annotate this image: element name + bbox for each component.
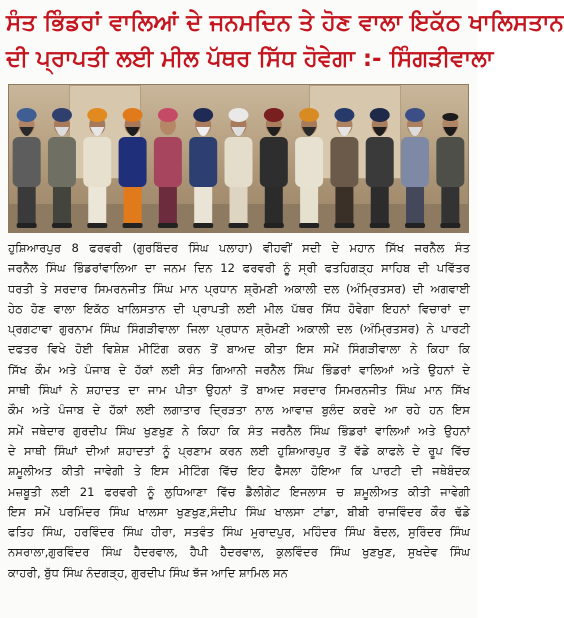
person-legs xyxy=(441,181,459,225)
article-line: ਜਰਨੈਲ ਸਿੰਘ ਭਿੰਡਰਾਂਵਾਲਿਆ ਦਾ ਜਨਮ ਦਿਨ 12 ਫਰਵਰੀ ਨੂੰ ਸ੍ਰੀ ਫਤਹਿਗੜ੍ਹ ਸਾਹਿਬ ਦੀ ਪਵਿੱਤਰ xyxy=(8,261,470,276)
person-beard xyxy=(443,127,457,136)
person-shoes xyxy=(440,223,460,228)
person-beard xyxy=(302,127,316,136)
person-beard xyxy=(232,127,246,136)
person-turban xyxy=(123,108,143,122)
person-shoes xyxy=(87,223,107,228)
person-turban xyxy=(52,108,72,122)
person-shoes xyxy=(52,223,72,228)
person-legs xyxy=(371,181,389,225)
person-torso xyxy=(260,137,288,187)
person-torso xyxy=(330,137,358,187)
person-torso xyxy=(366,137,394,187)
person-shoes xyxy=(193,223,213,228)
person-shoes xyxy=(370,223,390,228)
person-figure xyxy=(366,108,394,228)
people-group-illustration xyxy=(9,85,468,232)
article-line: ਹੁਸ਼ਿਆਰਪੁਰ 8 ਫਰਵਰੀ (ਗੁਰਬਿੰਦਰ ਸਿੰਘ ਪਲਾਹਾ) ਵੀਹਵੀਂ ਸਦੀ ਦੇ ਮਹਾਨ ਸਿੱਖ ਜਰਨੈਲ ਸੰਤ xyxy=(8,241,470,255)
person-beard xyxy=(408,127,422,136)
person-legs xyxy=(265,181,283,225)
person-turban xyxy=(334,108,354,122)
person-legs xyxy=(53,181,71,225)
article-line: ਦਫਤਰ ਵਿਖੇ ਹੋਈ ਵਿਸ਼ੇਸ਼ ਮੀਟਿੰਗ ਕਰਨ ਤੋਂ ਬਾਅਦ ਕੀਤਾ ਇਸ ਸਮੇਂ ਸਿੰਗੜੀਵਾਲਾ ਨੇ ਕਿਹਾ ਕਿ xyxy=(8,342,470,357)
person-figure xyxy=(48,108,76,228)
person-shoes xyxy=(229,223,249,228)
person-figure xyxy=(260,108,288,228)
person-shoes xyxy=(17,223,37,228)
article-line: ਫਤਿਹ ਸਿੰਘ, ਹਰਵਿੰਦਰ ਸਿੰਘ ਹੀਰਾ, ਸਤਵੰਤ ਸਿੰਘ ਮੁਰਾਦਪੁਰ, ਮਹਿੰਦਰ ਸਿੰਘ ਬੋਦਲ, ਸੁਰਿੰਦਰ ਸਿੰਘ xyxy=(8,525,470,540)
person-torso xyxy=(401,137,429,187)
person-torso xyxy=(225,137,253,187)
person-figure xyxy=(154,108,182,228)
person-turban xyxy=(87,108,107,122)
article-line: ਪ੍ਰਗਟਾਵਾ ਗੁਰਨਾਮ ਸਿੰਘ ਸਿੰਗੜੀਵਾਲਾ ਜਿਲਾ ਪ੍ਰਧਾਨ ਸ਼੍ਰੋਮਣੀ ਅਕਾਲੀ ਦਲ (ਅੰਮ੍ਰਿਤਸਰ) ਨੇ ਪਾਰਟੀ xyxy=(8,322,470,337)
person-legs xyxy=(88,181,106,225)
person-torso xyxy=(13,137,41,187)
person-beard xyxy=(126,127,140,136)
article-body xyxy=(8,238,470,583)
person-figure xyxy=(189,108,217,228)
person-legs xyxy=(194,181,212,225)
person-legs xyxy=(159,181,177,225)
person-figure xyxy=(436,113,464,228)
person-torso xyxy=(119,137,147,187)
person-beard xyxy=(373,127,387,136)
person-torso xyxy=(295,137,323,187)
person-turban xyxy=(193,108,213,122)
article-line: ਹੇਠ ਹੋਣ ਵਾਲਾ ਇਕੱਠ ਖਾਲਿਸਤਾਨ ਦੀ ਪ੍ਰਾਪਤੀ ਲਈ ਮੀਲ ਪੱਥਰ ਸਿੱਧ ਹੋਵੇਗਾ ਇਹਨਾਂ ਵਿਚਾਰਾਂ ਦਾ xyxy=(8,301,470,316)
person-turban xyxy=(299,108,319,122)
person-legs xyxy=(300,181,318,225)
article-line: ਮਜ਼ਬੂਤੀ ਲਈ 21 ਫਰਵਰੀ ਨੂੰ ਲੁਧਿਆਣਾ ਵਿੱਚ ਡੈਲੀਗੇਟ ਇਜਲਾਸ ਚ ਸ਼ਮੂਲੀਅਤ ਕੀਤੀ ਜਾਵੇਗੀ xyxy=(8,484,470,499)
person-legs xyxy=(406,181,424,225)
person-turban xyxy=(405,108,425,122)
person-legs xyxy=(230,181,248,225)
person-legs xyxy=(124,181,142,225)
person-beard xyxy=(90,127,104,136)
person-shoes xyxy=(299,223,319,228)
article-line: ਸਿੱਖ ਕੌਮ ਅਤੇ ਪੰਜਾਬ ਦੇ ਹੱਕਾਂ ਲਈ ਸੰਤ ਗਿਆਨੀ ਜਰਨੈਲ ਸਿੰਘ ਭਿੰਡਰਾਂ ਵਾਲਿਆਂ ਅਤੇ ਉਹਨਾਂ ਦੇ xyxy=(8,362,470,377)
person-figure xyxy=(83,108,111,228)
person-turban xyxy=(264,108,284,122)
person-beard xyxy=(55,127,69,136)
person-torso xyxy=(83,137,111,187)
person-legs xyxy=(335,181,353,225)
person-beard xyxy=(20,127,34,136)
headline-line-2: ਦੀ ਪ੍ਰਾਪਤੀ ਲਈ ਮੀਲ ਪੱਥਰ ਸਿੱਧ ਹੋਵੇਗਾ :- ਸਿੰਗੜੀਵਾਲਾ xyxy=(6,46,494,72)
person-legs xyxy=(18,181,36,225)
person-torso xyxy=(436,137,464,187)
article-line: ਨਸਰਾਲਾ,ਗੁਰਵਿੰਦਰ ਸਿੰਘ ਹੈਦਰਵਾਲ, ਹੈਪੀ ਹੈਦਰਵਾਲ, ਕੁਲਵਿੰਦਰ ਸਿੰਘ ਖੁਣਖੁਣ, ਸੁਖਦੇਵ ਸਿੰਘ xyxy=(8,545,470,560)
person-figure xyxy=(401,108,429,228)
person-shoes xyxy=(405,223,425,228)
person-beard xyxy=(196,127,210,136)
article-line: ਕਾਹਰੀ, ਬੁੱਧ ਸਿੰਘ ਨੰਦਗੜ੍ਹ, ਗੁਰਦੀਪ ਸਿੰਘ ਝੱਜ ਆਦਿ ਸ਼ਾਮਿਲ ਸਨ xyxy=(8,565,288,580)
person-turban xyxy=(158,108,178,122)
person-shoes xyxy=(264,223,284,228)
person-turban xyxy=(229,108,249,122)
person-beard xyxy=(267,127,281,136)
person-beard xyxy=(337,127,351,136)
person-shoes xyxy=(334,223,354,228)
person-figure xyxy=(13,108,41,228)
group-photo xyxy=(8,84,469,233)
headline-line-1: ਸੰਤ ਭਿੰਡਰਾਂ ਵਾਲਿਆਂ ਦੇ ਜਨਮਦਿਨ ਤੇ ਹੋਣ ਵਾਲਾ ਇਕੱਠ ਖਾਲਿਸਤਾਨ xyxy=(6,10,564,36)
article-line: ਧਰਤੀ ਤੇ ਸਰਦਾਰ ਸਿਮਰਨਜੀਤ ਸਿੰਘ ਮਾਨ ਪ੍ਰਧਾਨ ਸ਼੍ਰੋਮਣੀ ਅਕਾਲੀ ਦਲ (ਅੰਮ੍ਰਿਤਸਰ) ਦੀ ਅਗਵਾਈ xyxy=(8,281,470,296)
person-torso xyxy=(189,137,217,187)
person-torso xyxy=(154,137,182,187)
person-shoes xyxy=(158,223,178,228)
person-torso xyxy=(48,137,76,187)
article-line: ਸਮੇਂ ਜਥੇਦਾਰ ਗੁਰਦੀਪ ਸਿੰਘ ਖੁਣਖੁਣ ਨੇ ਕਿਹਾ ਕਿ ਸੰਤ ਜਰਨੈਲ ਸਿੰਘ ਭਿੰਡਰਾਂ ਵਾਲਿਆਂ ਅਤੇ ਉਹਨਾਂ xyxy=(8,423,470,438)
article-line: ਦੇ ਸਾਥੀ ਸਿੰਘਾਂ ਦੀਆਂ ਸ਼ਹਾਦਤਾਂ ਨੂੰ ਪ੍ਰਣਾਮ ਕਰਨ ਲਈ ਹੁਸ਼ਿਆਰਪੁਰ ਤੋਂ ਵੱਡੇ ਕਾਫਲੇ ਦੇ ਰੂਪ ਵਿੱਚ xyxy=(8,443,470,458)
person-figure xyxy=(330,108,358,228)
article-line: ਸ਼ਮੂਲੀਅਤ ਕੀਤੀ ਜਾਵੇਗੀ ਤੇ ਇਸ ਮੀਟਿੰਗ ਵਿੱਚ ਇਹ ਫੈਸਲਾ ਹੋਇਆ ਕਿ ਪਾਰਟੀ ਦੀ ਜਥੇਬੰਦਕ xyxy=(8,464,470,479)
person-figure xyxy=(295,108,323,228)
person-turban xyxy=(370,108,390,122)
person-hair xyxy=(442,113,458,121)
person-turban xyxy=(17,108,37,122)
person-figure xyxy=(225,108,253,228)
person-figure xyxy=(119,108,147,228)
article-line: ਕੌਮ ਅਤੇ ਪੰਜਾਬ ਦੇ ਹੱਕਾਂ ਲਈ ਲਗਾਤਾਰ ਦ੍ਰਿੜਤਾ ਨਾਲ ਆਵਾਜ਼ ਬੁਲੰਦ ਕਰਦੇ ਆ ਰਹੇ ਹਨ ਇਸ xyxy=(8,403,470,418)
article-line: ਇਸ ਸਮੇਂ ਪਰਮਿੰਦਰ ਸਿੰਘ ਖਾਲਸਾ ਖੁਣਖੁਣ,ਸੰਦੀਪ ਸਿੰਘ ਖਾਲਸਾ ਟਾਂਡਾ, ਬੀਬੀ ਰਾਜਵਿੰਦਰ ਕੌਰ ਢੱਡੇ xyxy=(8,504,470,519)
person-shoes xyxy=(123,223,143,228)
article-line: ਸਾਥੀ ਸਿੰਘਾਂ ਨੇ ਸ਼ਹਾਦਤ ਦਾ ਜਾਮ ਪੀਤਾ ਉਹਨਾਂ ਤੋਂ ਬਾਅਦ ਸਰਦਾਰ ਸਿਮਰਨਜੀਤ ਸਿੰਘ ਮਾਨ ਸਿੱਖ xyxy=(8,383,470,398)
